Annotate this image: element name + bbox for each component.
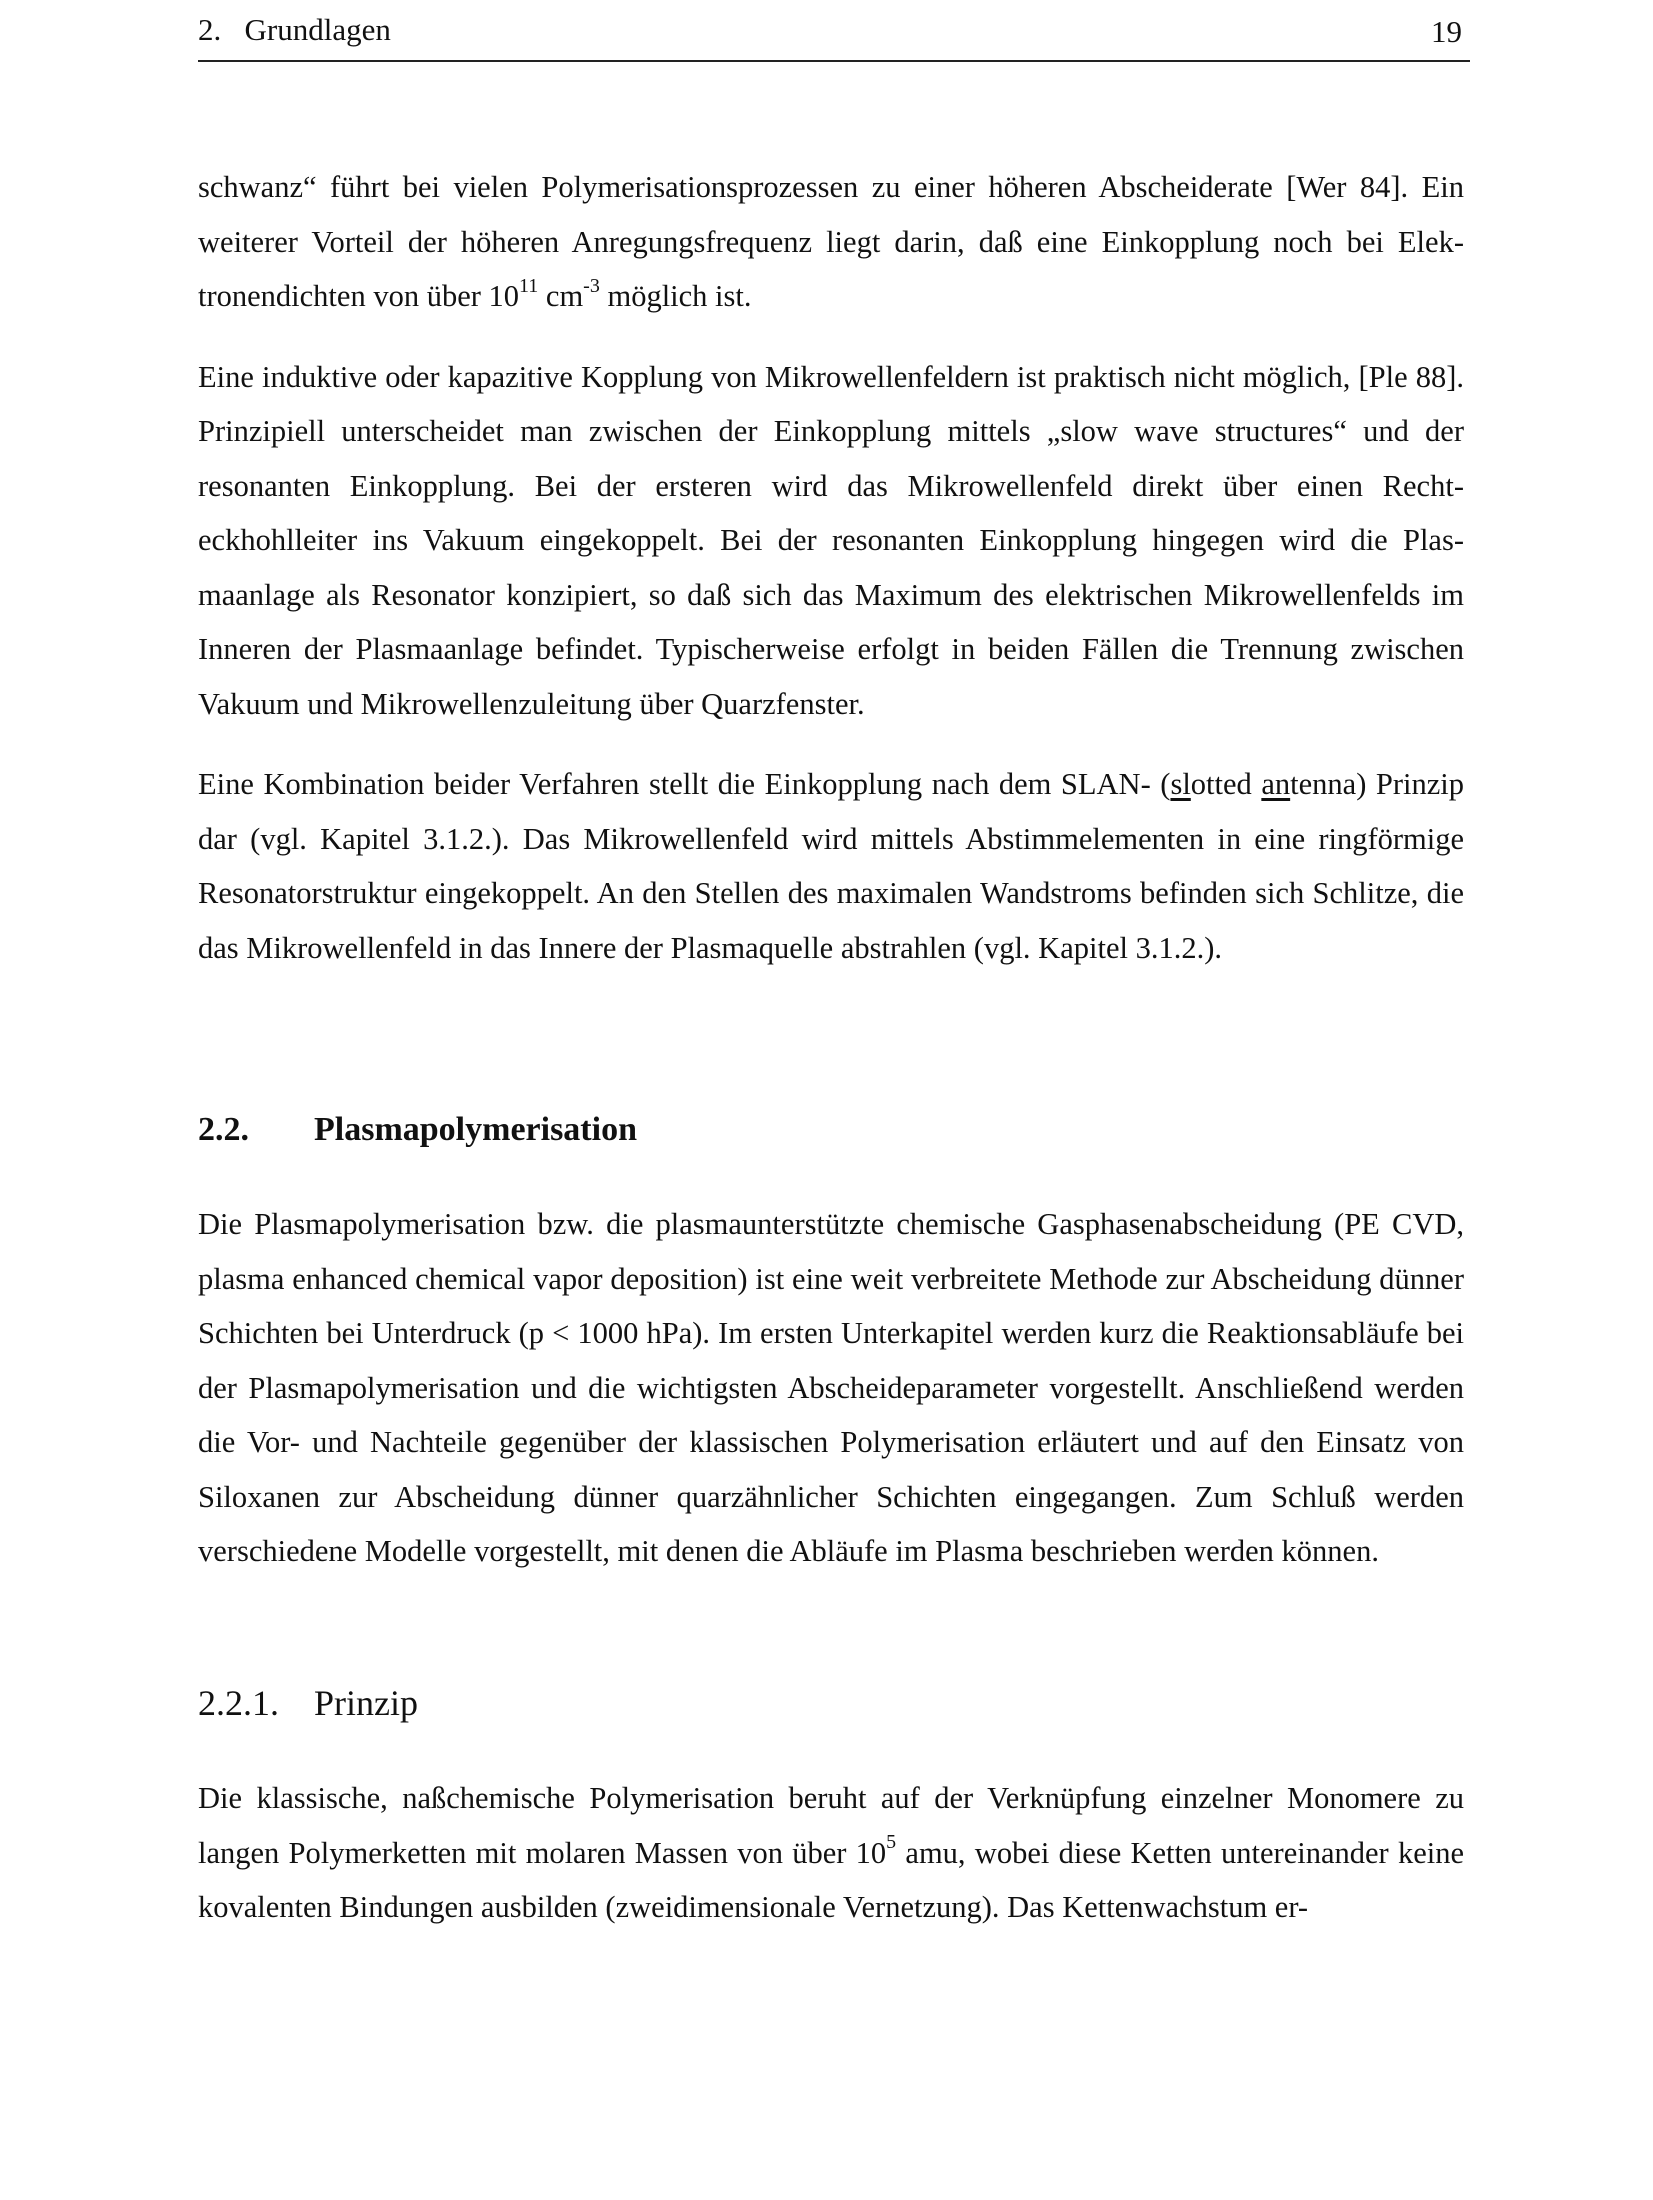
paragraph-1-text-c: möglich ist.: [599, 279, 752, 313]
paragraph-3-text-a: Eine Kombination beider Verfahren stellt die Einkopplung nach dem SLAN- (: [198, 767, 1171, 801]
paragraph-3: [198, 757, 1464, 975]
exponent-5: 5: [886, 1831, 897, 1854]
section-title: Plasmapolymerisation: [314, 1111, 637, 1148]
exponent-11: 11: [519, 274, 539, 297]
paragraph-1-text-a: schwanz“ führt bei vielen Polymerisationsprozessen zu einer höheren Abscheiderate [Wer 84]. Ein weiterer Vorteil der höheren Anregungsfrequenz liegt darin, daß eine Einkopplung noch bei Elektronendichten von über 10: [198, 170, 1464, 313]
body-text-intro: [198, 160, 1464, 975]
header-page-number: 19: [1431, 14, 1462, 49]
subsection-number: 2.2.1.: [198, 1683, 279, 1723]
paragraph-3-text-c: tenna) Prinzip dar (vgl. Kapitel 3.1.2.). Das Mikrowellenfeld wird mittels Abstimmelementen in eine ringförmige Resonatorstruktur eingekoppelt. An den Stellen des maximalen Wandstroms befinden sich Schlitze, die das Mikrowellenfeld in das Innere der Plasmaquelle abstrahlen (vgl. Kapitel 3.1.2.).: [198, 767, 1465, 965]
section-heading: [198, 1110, 637, 1150]
paragraph-2: Eine induktive oder kapazitive Kopplung von Mikrowellenfeldern ist praktisch nicht möglich, [Ple 88]. Prinzipiell unterscheidet man zwischen der Einkopplung mittels „slow wave structures“ und der resonanten Einkopplung. Bei der ersteren wird das Mikrowellenfeld direkt über einen Rechteckhohlleiter ins Vakuum eingekoppelt. Bei der resonanten Einkopplung hingegen wird die Plasmaanlage als Resonator konzipiert, so daß sich das Maximum des elektrischen Mikrowellenfelds im Inneren der Plasmaanlage befindet. Typischerweise erfolgt in beiden Fällen die Trennung zwischen Vakuum und Mikrowellenzuleitung über Quarzfenster.: [198, 359, 1464, 721]
paragraph-1: [198, 160, 1464, 324]
running-header: [198, 10, 1470, 62]
underlined-sl: sl: [1170, 767, 1191, 801]
paragraph-1-text-b: cm: [538, 279, 584, 313]
paragraph-3-text-b: otted: [1190, 767, 1262, 801]
section-paragraph: Die Plasmapolymerisation bzw. die plasmaunterstützte chemische Gasphasenabscheidung (PE CVD, plasma enhanced chemical vapor deposition) ist eine weit verbreitete Methode zur Abscheidung dünner Schichten bei Unterdruck (p < 1000 hPa). Im ersten Unterkapitel werden kurz die Reaktionsabläufe bei der Plasmapolymerisation und die wichtigsten Abscheideparameter vorgestellt. Anschließend werden die Vor- und Nachteile gegenüber der klassischen Polymerisation erläutert und auf den Einsatz von Siloxanen zur Abscheidung dünner quarzähnlicher Schichten eingegangen. Zum Schluß werden verschiedene Modelle vorgestellt, mit denen die Abläufe im Plasma beschrieben werden können.: [198, 1207, 1464, 1568]
subsection-body: [198, 1771, 1464, 1935]
header-chapter-title: 2. Grundlagen: [198, 12, 391, 47]
exponent-minus-3: -3: [583, 274, 600, 297]
section-body: [198, 1197, 1464, 1579]
subsection-text-b: amu, wobei diese Ketten untereinander keine kovalenten Bindungen ausbilden (zweidimensionale Vernetzung). Das Kettenwachstum er-: [198, 1835, 1464, 1924]
subsection-heading: [198, 1681, 418, 1725]
section-number: 2.2.: [198, 1111, 249, 1148]
subsection-paragraph: [198, 1771, 1464, 1935]
subsection-text-a: Die klassische, naßchemische Polymerisation beruht auf der Verknüpfung einzelner Monomere zu langen Polymerketten mit molaren Massen von über 10: [198, 1781, 1464, 1870]
subsection-title: Prinzip: [314, 1683, 418, 1723]
underlined-an: an: [1261, 767, 1291, 801]
